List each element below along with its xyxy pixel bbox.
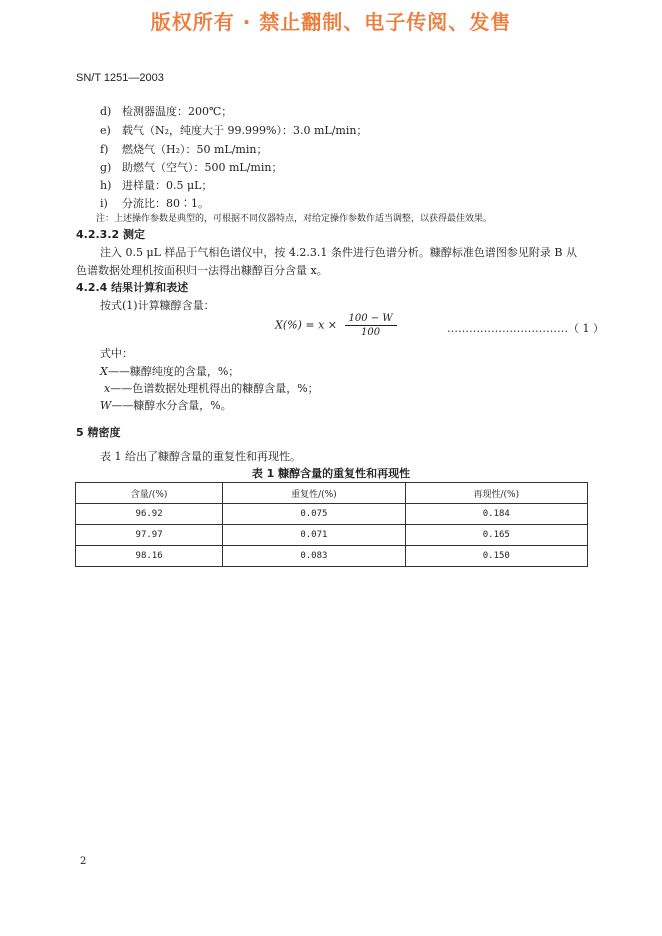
definition-symbol: X bbox=[100, 365, 108, 378]
list-mark: g) bbox=[100, 161, 112, 174]
list-item bbox=[100, 141, 267, 157]
list-mark: i) bbox=[100, 197, 108, 210]
list-item bbox=[100, 122, 367, 138]
table-cell: 97.97 bbox=[76, 525, 223, 546]
list-item bbox=[100, 159, 282, 175]
definition-item bbox=[104, 380, 319, 396]
formula-denominator: 100 bbox=[361, 327, 381, 338]
table-header-row bbox=[76, 483, 588, 504]
paragraph-line: 按式(1)计算糠醇含量： bbox=[100, 299, 215, 312]
where-label: 式中： bbox=[100, 347, 133, 360]
formula-numerator: 100 − W bbox=[345, 313, 397, 326]
list-mark: d) bbox=[100, 105, 112, 118]
section-heading: 4.2.3.2 测定 bbox=[76, 228, 145, 241]
column-header: 再现性/(%) bbox=[405, 483, 587, 504]
formula-fraction bbox=[345, 313, 397, 338]
formula-lhs: X(%) = x × bbox=[275, 318, 337, 332]
table-cell: 0.071 bbox=[223, 525, 405, 546]
table-cell: 0.075 bbox=[223, 504, 405, 525]
page-number: 2 bbox=[80, 856, 87, 867]
table-cell: 98.16 bbox=[76, 546, 223, 567]
list-text: 分流比：80∶1。 bbox=[122, 197, 209, 210]
definition-text: ——色谱数据处理机得出的糠醇含量，%； bbox=[110, 382, 319, 395]
definition-symbol: W bbox=[100, 399, 112, 412]
paragraph-line: 注入 0.5 μL 样品于气相色谱仪中，按 4.2.3.1 条件进行色谱分析。糠醇标准色谱图参见附录 B 从 bbox=[100, 246, 577, 259]
note: 注：上述操作参数是典型的，可根据不同仪器特点，对给定操作参数作适当调整，以获得最佳效果。 bbox=[96, 214, 493, 224]
list-item bbox=[100, 195, 209, 211]
list-text: 检测器温度：200℃； bbox=[122, 105, 233, 118]
definition-item bbox=[100, 397, 232, 413]
list-mark: f) bbox=[100, 143, 109, 156]
list-text: 燃烧气（H₂）：50 mL/min； bbox=[122, 143, 268, 156]
precision-table bbox=[75, 482, 588, 567]
definition-text: ——糠醇纯度的含量，%； bbox=[107, 365, 240, 378]
table-title: 表 1 糠醇含量的重复性和再现性 bbox=[251, 467, 411, 480]
table-cell: 0.165 bbox=[405, 525, 587, 546]
table-row bbox=[76, 504, 588, 525]
standard-number: SN/T 1251—2003 bbox=[76, 72, 164, 84]
list-item bbox=[100, 177, 212, 193]
formula bbox=[275, 313, 397, 338]
formula-number: ……………………………（ 1 ） bbox=[447, 322, 604, 335]
table-cell: 0.150 bbox=[405, 546, 587, 567]
table-cell: 96.92 bbox=[76, 504, 223, 525]
definition-item bbox=[100, 363, 239, 379]
list-text: 进样量：0.5 μL； bbox=[122, 179, 213, 192]
column-header: 含量/(%) bbox=[76, 483, 223, 504]
table-row bbox=[76, 546, 588, 567]
section-heading: 4.2.4 结果计算和表述 bbox=[76, 281, 189, 294]
paragraph-line: 色谱数据处理机按面积归一法得出糠醇百分含量 x。 bbox=[76, 264, 328, 277]
list-mark: h) bbox=[100, 179, 112, 192]
paragraph-line: 表 1 给出了糠醇含量的重复性和再现性。 bbox=[100, 450, 301, 463]
copyright-banner: 版权所有 · 禁止翻制、电子传阅、发售 bbox=[150, 10, 512, 34]
table-row bbox=[76, 525, 588, 546]
list-mark: e) bbox=[100, 124, 111, 137]
section-heading: 5 精密度 bbox=[76, 426, 121, 439]
definition-text: ——糠醇水分含量，%。 bbox=[111, 399, 232, 412]
list-item bbox=[100, 103, 232, 119]
table-cell: 0.184 bbox=[405, 504, 587, 525]
column-header: 重复性/(%) bbox=[223, 483, 405, 504]
definition-symbol: x bbox=[104, 382, 111, 395]
list-text: 载气（N₂，纯度大于 99.999%）：3.0 mL/min； bbox=[122, 124, 368, 137]
list-text: 助燃气（空气）：500 mL/min； bbox=[122, 161, 283, 174]
table-cell: 0.083 bbox=[223, 546, 405, 567]
